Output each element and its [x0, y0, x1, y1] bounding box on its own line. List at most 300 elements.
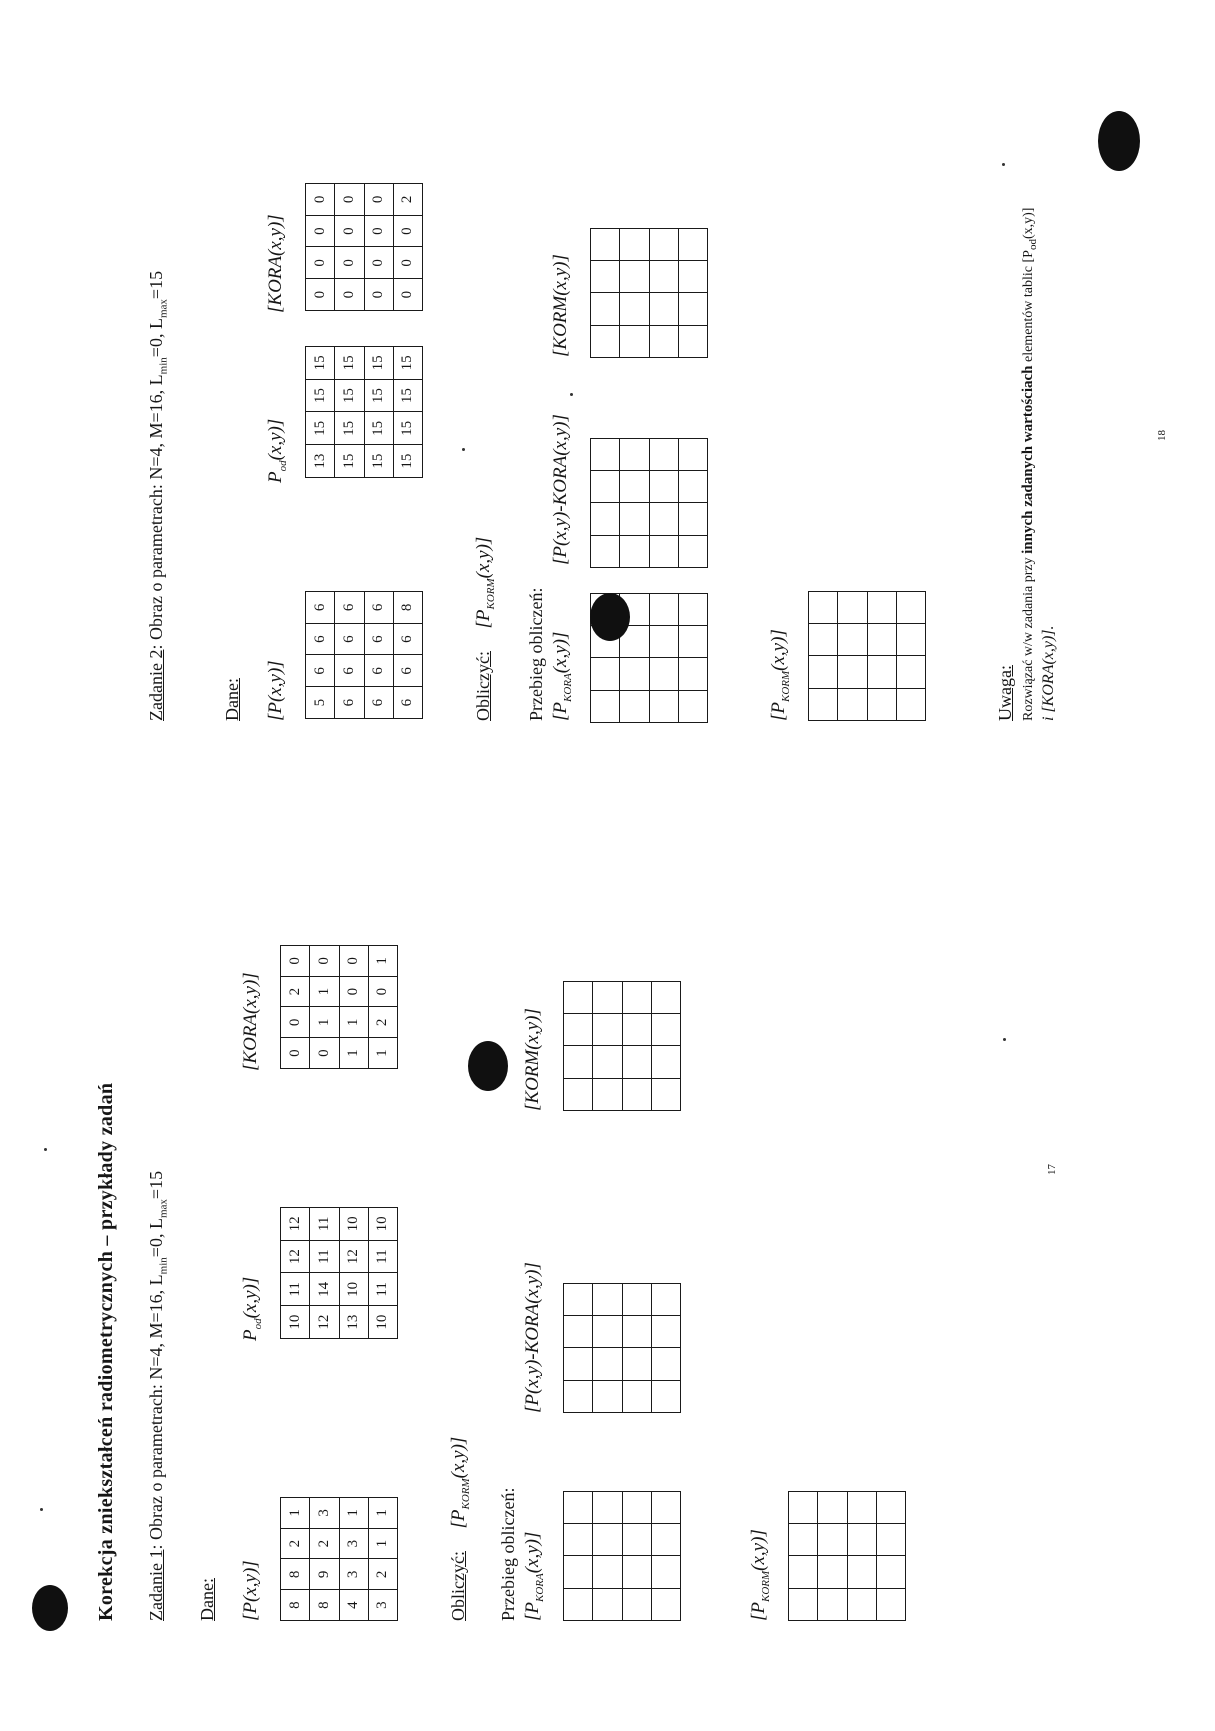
- empty-grid-pkora-task1: [563, 1491, 681, 1621]
- grid-cell: [564, 1380, 593, 1412]
- matrix-row: [393, 184, 422, 311]
- matrix-cell: 11: [368, 1240, 397, 1273]
- label-p: [P(x,y)]: [240, 1560, 261, 1621]
- matrix-kora-task1: [280, 945, 398, 1069]
- compute-line: [448, 1437, 472, 1621]
- label-pkorm-2: [473, 536, 497, 629]
- grid-cell: [809, 624, 838, 656]
- grid-cell: [591, 471, 620, 503]
- matrix-cell: 0: [310, 946, 339, 977]
- grid-cell: [564, 1524, 593, 1556]
- grid-row: [564, 1284, 593, 1413]
- grid-cell: [896, 656, 925, 688]
- grid-cell: [649, 690, 678, 722]
- grid-cell: [867, 656, 896, 688]
- matrix-cell: 12: [281, 1240, 310, 1273]
- grid-cell: [867, 592, 896, 624]
- grid-cell: [620, 658, 649, 690]
- label-pod-2-main: P: [265, 471, 286, 483]
- grid-row: [678, 229, 707, 358]
- label-pkora-sub: KORA: [533, 1573, 546, 1602]
- grid-cell: [867, 688, 896, 720]
- grid-cell: [649, 325, 678, 357]
- grid-row: [649, 229, 678, 358]
- grid-cell: [564, 1556, 593, 1588]
- grid-cell: [651, 1014, 680, 1046]
- matrix-cell: 0: [339, 946, 368, 977]
- matrix-row: [339, 1498, 368, 1621]
- grid-cell: [593, 1284, 622, 1316]
- punch-hole-3: [590, 593, 630, 641]
- task-2-text: : Obraz o parametrach: N=4, M=16, L: [146, 374, 166, 650]
- grid-cell: [593, 1524, 622, 1556]
- matrix-cell: 1: [368, 1498, 397, 1529]
- matrix-cell: 6: [393, 687, 422, 719]
- given-heading: Dane:: [197, 1578, 217, 1621]
- matrix-cell: 3: [368, 1590, 397, 1621]
- matrix-kora-task2: [305, 183, 423, 311]
- grid-row: [620, 439, 649, 568]
- grid-cell: [809, 592, 838, 624]
- grid-cell: [622, 1588, 651, 1620]
- matrix-p-task2: [305, 591, 423, 719]
- matrix-row: [339, 946, 368, 1069]
- label-pkora-2-tail: (x,y)]: [550, 631, 571, 674]
- grid-cell: [876, 1556, 905, 1588]
- matrix-cell: 6: [393, 655, 422, 687]
- process-heading-2: Przebieg obliczeń:: [526, 587, 546, 721]
- matrix-cell: 13: [339, 1306, 368, 1339]
- grid-row: [649, 439, 678, 568]
- matrix-cell: 15: [364, 445, 393, 478]
- grid-cell: [867, 624, 896, 656]
- matrix-cell: 15: [306, 379, 335, 412]
- grid-row: [847, 1492, 876, 1621]
- grid-cell: [622, 1316, 651, 1348]
- punch-hole-2: [468, 1041, 508, 1091]
- grid-row: [809, 592, 838, 721]
- grid-row: [896, 592, 925, 721]
- matrix-cell: 11: [310, 1240, 339, 1273]
- grid-cell: [896, 624, 925, 656]
- matrix-cell: 0: [393, 247, 422, 279]
- label-final-2-main: [P: [768, 702, 789, 721]
- empty-grid-korm-task2: [590, 228, 708, 358]
- grid-cell: [651, 1524, 680, 1556]
- matrix-cell: 10: [368, 1306, 397, 1339]
- compute-heading: Obliczyć:: [448, 1551, 468, 1621]
- matrix-cell: 8: [310, 1590, 339, 1621]
- grid-cell: [649, 439, 678, 471]
- matrix-cell: 0: [306, 279, 335, 311]
- note-heading: Uwaga:: [995, 665, 1015, 721]
- matrix-cell: 8: [281, 1590, 310, 1621]
- grid-cell: [591, 439, 620, 471]
- grid-cell: [622, 1284, 651, 1316]
- task-2-lmin-sub: min: [157, 357, 170, 375]
- grid-row: [649, 594, 678, 723]
- matrix-cell: 2: [281, 976, 310, 1007]
- matrix-row: [281, 1208, 310, 1339]
- matrix-cell: 11: [368, 1273, 397, 1306]
- grid-cell: [789, 1556, 818, 1588]
- matrix-cell: 0: [368, 976, 397, 1007]
- grid-cell: [651, 1588, 680, 1620]
- note-line-2: i [KORA(x,y)].: [1040, 625, 1057, 721]
- task-2-lmin-tail: =0, L: [146, 318, 166, 358]
- task-1-lmin-sub: min: [157, 1257, 170, 1275]
- matrix-cell: 0: [306, 215, 335, 247]
- grid-cell: [649, 471, 678, 503]
- matrix-cell: 2: [368, 1559, 397, 1590]
- label-pkorm: [448, 1436, 472, 1529]
- matrix-cell: 3: [310, 1498, 339, 1529]
- empty-grid-diff-task1: [563, 1283, 681, 1413]
- label-pod: [240, 1277, 264, 1341]
- grid-cell: [818, 1524, 847, 1556]
- grid-row: [651, 1284, 680, 1413]
- grid-cell: [678, 594, 707, 626]
- grid-cell: [809, 688, 838, 720]
- grid-row: [651, 982, 680, 1111]
- label-diff-2: [P(x,y)-KORA(x,y)]: [550, 414, 571, 565]
- grid-cell: [838, 624, 867, 656]
- grid-cell: [622, 1556, 651, 1588]
- label-pkorm-sub: KORM: [459, 1478, 472, 1510]
- grid-cell: [591, 658, 620, 690]
- label-pkora: [522, 1532, 546, 1621]
- matrix-cell: 11: [310, 1208, 339, 1241]
- grid-cell: [591, 535, 620, 567]
- grid-cell: [564, 1316, 593, 1348]
- grid-row: [591, 229, 620, 358]
- grid-cell: [620, 690, 649, 722]
- grid-cell: [651, 1556, 680, 1588]
- grid-cell: [651, 1316, 680, 1348]
- label-final-sub: KORM: [759, 1570, 772, 1602]
- matrix-cell: 12: [339, 1240, 368, 1273]
- grid-cell: [896, 592, 925, 624]
- task-1-description: [146, 1171, 170, 1621]
- label-pkora-tail: (x,y)]: [522, 1531, 543, 1574]
- grid-cell: [789, 1588, 818, 1620]
- matrix-cell: 1: [339, 1007, 368, 1038]
- grid-cell: [591, 293, 620, 325]
- grid-cell: [818, 1588, 847, 1620]
- grid-cell: [622, 1046, 651, 1078]
- grid-cell: [651, 1046, 680, 1078]
- matrix-cell: 15: [393, 445, 422, 478]
- grid-cell: [593, 982, 622, 1014]
- matrix-cell: 15: [335, 347, 364, 380]
- matrix-cell: 15: [393, 412, 422, 445]
- grid-cell: [591, 229, 620, 261]
- label-korm-2: [KORM(x,y)]: [550, 254, 571, 357]
- grid-cell: [847, 1524, 876, 1556]
- label-final-tail: (x,y)]: [748, 1529, 769, 1571]
- label-final-main: [P: [748, 1602, 769, 1621]
- matrix-row: [368, 946, 397, 1069]
- matrix-cell: 6: [393, 623, 422, 655]
- grid-cell: [678, 439, 707, 471]
- label-pkora-2: [550, 632, 574, 721]
- process-heading: Przebieg obliczeń:: [498, 1487, 518, 1621]
- label-pkora-2-main: [P: [550, 702, 571, 721]
- matrix-row: [310, 1498, 339, 1621]
- grid-cell: [593, 1078, 622, 1110]
- matrix-cell: 6: [364, 592, 393, 624]
- matrix-row: [281, 946, 310, 1069]
- matrix-cell: 6: [335, 687, 364, 719]
- grid-cell: [651, 1348, 680, 1380]
- matrix-cell: 10: [281, 1306, 310, 1339]
- grid-cell: [876, 1524, 905, 1556]
- grid-cell: [818, 1492, 847, 1524]
- label-diff: [P(x,y)-KORA(x,y)]: [522, 1262, 543, 1413]
- grid-cell: [651, 1380, 680, 1412]
- matrix-row: [310, 946, 339, 1069]
- grid-cell: [896, 688, 925, 720]
- label-pod-2-tail: (x,y)]: [265, 418, 286, 461]
- label-final: [748, 1529, 772, 1621]
- matrix-pod-task2: [305, 346, 423, 478]
- empty-grid-final-task1: [788, 1491, 906, 1621]
- task-1-lmax-sub: max: [157, 1199, 170, 1219]
- grid-cell: [622, 1348, 651, 1380]
- grid-cell: [649, 229, 678, 261]
- grid-cell: [620, 439, 649, 471]
- punch-hole-1: [32, 1585, 68, 1631]
- matrix-row: [335, 184, 364, 311]
- matrix-cell: 15: [393, 379, 422, 412]
- grid-cell: [593, 1316, 622, 1348]
- grid-cell: [622, 1524, 651, 1556]
- grid-cell: [789, 1524, 818, 1556]
- matrix-cell: 0: [306, 247, 335, 279]
- grid-row: [620, 229, 649, 358]
- matrix-cell: 12: [281, 1208, 310, 1241]
- matrix-cell: 0: [281, 1007, 310, 1038]
- matrix-cell: 6: [306, 655, 335, 687]
- label-final-2-tail: (x,y)]: [768, 629, 789, 671]
- grid-cell: [591, 261, 620, 293]
- matrix-cell: 6: [335, 623, 364, 655]
- matrix-p-task1: [280, 1497, 398, 1621]
- matrix-row: [393, 592, 422, 719]
- grid-cell: [591, 690, 620, 722]
- grid-cell: [649, 293, 678, 325]
- grid-cell: [818, 1556, 847, 1588]
- matrix-row: [306, 184, 335, 311]
- grid-row: [651, 1492, 680, 1621]
- page-title: Korekcja zniekształceń radiometrycznych – przykłady zadań: [95, 1082, 117, 1621]
- grid-cell: [649, 658, 678, 690]
- matrix-cell: 10: [368, 1208, 397, 1241]
- grid-cell: [593, 1046, 622, 1078]
- grid-cell: [591, 325, 620, 357]
- matrix-cell: 6: [306, 592, 335, 624]
- note-sub: od: [1026, 239, 1039, 251]
- matrix-cell: 0: [364, 279, 393, 311]
- grid-cell: [564, 982, 593, 1014]
- grid-cell: [651, 1078, 680, 1110]
- matrix-cell: 0: [335, 247, 364, 279]
- task-2-label: Zadanie 2: [146, 649, 166, 721]
- grid-cell: [649, 535, 678, 567]
- grid-cell: [593, 1492, 622, 1524]
- grid-cell: [649, 503, 678, 535]
- grid-cell: [620, 503, 649, 535]
- matrix-cell: 1: [339, 1038, 368, 1069]
- scan-speck: [1002, 163, 1005, 166]
- compute-heading-2: Obliczyć:: [473, 651, 493, 721]
- matrix-cell: 4: [339, 1590, 368, 1621]
- grid-cell: [622, 1380, 651, 1412]
- grid-cell: [564, 1588, 593, 1620]
- matrix-cell: 6: [364, 655, 393, 687]
- label-pkorm-2-main: [P: [473, 609, 494, 629]
- grid-cell: [651, 1492, 680, 1524]
- matrix-cell: 6: [364, 687, 393, 719]
- grid-cell: [593, 1380, 622, 1412]
- matrix-cell: 5: [306, 687, 335, 719]
- grid-cell: [838, 656, 867, 688]
- grid-cell: [564, 1492, 593, 1524]
- task-1-text: : Obraz o parametrach: N=4, M=16, L: [146, 1274, 166, 1550]
- grid-cell: [649, 594, 678, 626]
- grid-cell: [678, 293, 707, 325]
- task-2-lmax-sub: max: [157, 299, 170, 319]
- label-pod-2-sub: od: [276, 460, 289, 472]
- grid-cell: [622, 1492, 651, 1524]
- matrix-row: [306, 592, 335, 719]
- scan-speck: [570, 393, 573, 396]
- grid-cell: [622, 1078, 651, 1110]
- grid-cell: [678, 325, 707, 357]
- matrix-row: [306, 347, 335, 478]
- grid-cell: [876, 1492, 905, 1524]
- grid-cell: [876, 1588, 905, 1620]
- task-1-lmin-tail: =0, L: [146, 1218, 166, 1258]
- scan-speck: [40, 1508, 43, 1511]
- grid-cell: [847, 1492, 876, 1524]
- grid-row: [622, 1492, 651, 1621]
- matrix-cell: 1: [368, 946, 397, 977]
- label-p-2: [P(x,y)]: [265, 660, 286, 721]
- matrix-cell: 10: [339, 1208, 368, 1241]
- matrix-cell: 2: [368, 1007, 397, 1038]
- matrix-row: [364, 184, 393, 311]
- grid-row: [876, 1492, 905, 1621]
- grid-cell: [678, 626, 707, 658]
- label-pod-sub: od: [251, 1318, 264, 1330]
- grid-row: [622, 1284, 651, 1413]
- matrix-row: [364, 592, 393, 719]
- matrix-row: [364, 347, 393, 478]
- label-pkorm-main: [P: [448, 1509, 469, 1529]
- grid-cell: [593, 1348, 622, 1380]
- grid-cell: [649, 261, 678, 293]
- grid-row: [564, 982, 593, 1111]
- matrix-cell: 11: [281, 1273, 310, 1306]
- grid-cell: [678, 658, 707, 690]
- grid-cell: [620, 471, 649, 503]
- matrix-cell: 2: [310, 1528, 339, 1559]
- page-number-18: 18: [1156, 430, 1168, 441]
- matrix-cell: 8: [281, 1559, 310, 1590]
- matrix-cell: 1: [281, 1498, 310, 1529]
- matrix-cell: 3: [339, 1528, 368, 1559]
- grid-cell: [593, 1556, 622, 1588]
- grid-row: [838, 592, 867, 721]
- grid-cell: [838, 688, 867, 720]
- task-2-description: [146, 271, 170, 721]
- grid-row: [593, 1492, 622, 1621]
- matrix-cell: 6: [335, 655, 364, 687]
- label-pod-main: P: [240, 1329, 261, 1341]
- grid-row: [789, 1492, 818, 1621]
- grid-cell: [622, 982, 651, 1014]
- label-pkora-2-sub: KORA: [561, 673, 574, 702]
- grid-cell: [620, 229, 649, 261]
- matrix-cell: 12: [310, 1306, 339, 1339]
- matrix-cell: 15: [364, 347, 393, 380]
- matrix-cell: 1: [339, 1498, 368, 1529]
- grid-row: [867, 592, 896, 721]
- matrix-row: [393, 347, 422, 478]
- task-1-lmax-tail: =15: [146, 1170, 166, 1200]
- compute-line-2: [473, 537, 497, 721]
- grid-row: [593, 1284, 622, 1413]
- matrix-cell: 14: [310, 1273, 339, 1306]
- matrix-row: [368, 1498, 397, 1621]
- grid-cell: [838, 592, 867, 624]
- matrix-cell: 15: [306, 347, 335, 380]
- matrix-cell: 3: [339, 1559, 368, 1590]
- matrix-row: [368, 1208, 397, 1339]
- grid-cell: [678, 471, 707, 503]
- matrix-cell: 1: [310, 976, 339, 1007]
- grid-cell: [622, 1014, 651, 1046]
- label-pkorm-2-tail: (x,y)]: [473, 536, 494, 579]
- label-kora-2: [KORA(x,y)]: [265, 214, 286, 313]
- matrix-cell: 2: [393, 184, 422, 216]
- matrix-cell: 1: [310, 1007, 339, 1038]
- grid-row: [678, 439, 707, 568]
- matrix-cell: 0: [393, 215, 422, 247]
- label-pod-2: [265, 419, 289, 483]
- label-korm: [KORM(x,y)]: [522, 1008, 543, 1111]
- grid-row: [818, 1492, 847, 1621]
- matrix-cell: 0: [281, 1038, 310, 1069]
- matrix-cell: 0: [310, 1038, 339, 1069]
- grid-cell: [651, 982, 680, 1014]
- matrix-cell: 0: [364, 247, 393, 279]
- label-pkorm-tail: (x,y)]: [448, 1436, 469, 1479]
- matrix-cell: 0: [306, 184, 335, 216]
- empty-grid-final-task2: [808, 591, 926, 721]
- grid-cell: [678, 261, 707, 293]
- matrix-cell: 13: [306, 445, 335, 478]
- grid-cell: [809, 656, 838, 688]
- matrix-cell: 6: [306, 623, 335, 655]
- matrix-cell: 9: [310, 1559, 339, 1590]
- matrix-cell: 15: [335, 445, 364, 478]
- grid-cell: [564, 1348, 593, 1380]
- grid-cell: [620, 261, 649, 293]
- matrix-cell: 0: [393, 279, 422, 311]
- matrix-row: [281, 1498, 310, 1621]
